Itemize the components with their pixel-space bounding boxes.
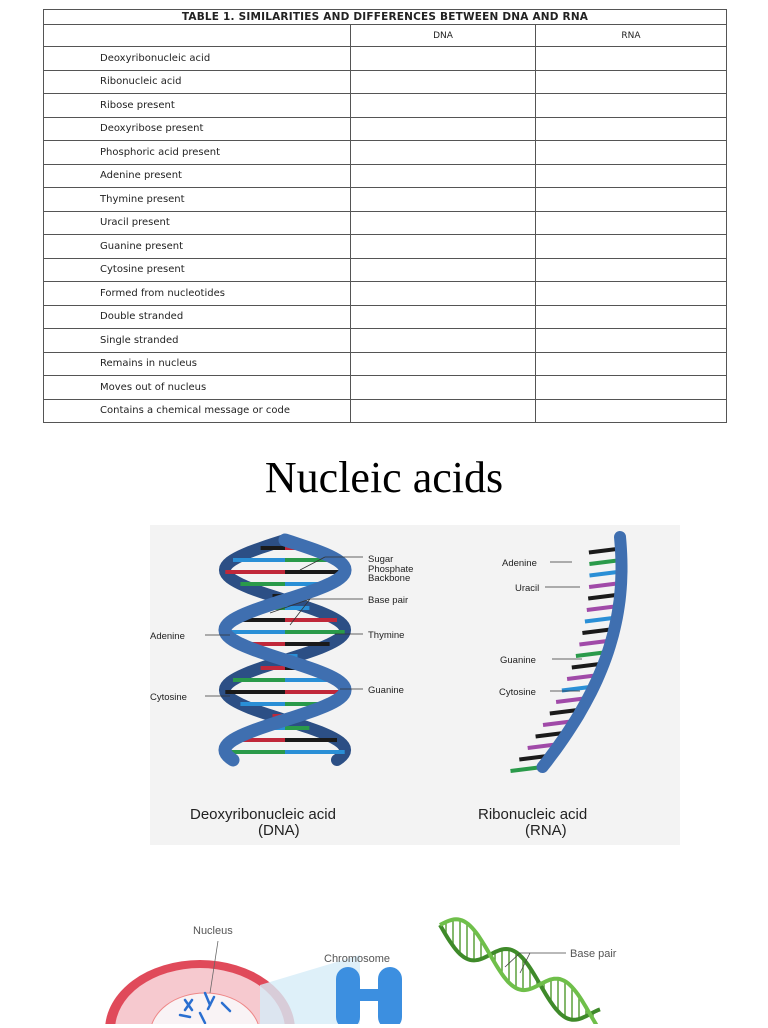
rna-single-strand — [511, 537, 622, 771]
dna-backbone-label-phosphate: Phosphate — [368, 564, 414, 575]
dna-backbone-label-sugar: Sugar — [368, 554, 394, 565]
dna-answer-cell[interactable] — [351, 258, 536, 282]
rna-answer-cell[interactable] — [536, 47, 727, 71]
dna-caption-line1: Deoxyribonucleic acid — [190, 806, 336, 823]
dna-backbone-label-backbone: Backbone — [368, 573, 411, 584]
table-row — [44, 141, 727, 165]
table-row — [44, 94, 727, 118]
dna-rna-comparison-table — [43, 9, 726, 423]
dna-answer-cell[interactable] — [351, 117, 536, 141]
table-row — [44, 305, 727, 329]
row-label: Moves out of nucleus — [44, 376, 351, 400]
dna-answer-cell[interactable] — [351, 329, 536, 353]
rna-answer-cell[interactable] — [536, 258, 727, 282]
rna-adenine-label: Adenine — [502, 558, 537, 569]
dna-answer-cell[interactable] — [351, 376, 536, 400]
rna-answer-cell[interactable] — [536, 329, 727, 353]
row-label: Uracil present — [44, 211, 351, 235]
centromere — [356, 989, 382, 1001]
rna-answer-cell[interactable] — [536, 399, 727, 423]
row-label: Remains in nucleus — [44, 352, 351, 376]
rna-answer-cell[interactable] — [536, 164, 727, 188]
nucleus-label: Nucleus — [193, 925, 233, 937]
column-header-rna: RNA — [536, 25, 727, 47]
dna-caption-line2: (DNA) — [258, 822, 300, 839]
rna-answer-cell[interactable] — [536, 188, 727, 212]
green-strand — [440, 919, 600, 1024]
dna-rna-illustration — [150, 525, 680, 845]
table-row — [44, 258, 727, 282]
row-label: Ribose present — [44, 94, 351, 118]
table-row — [44, 352, 727, 376]
rna-cytosine-label: Cytosine — [499, 687, 536, 698]
rna-answer-cell[interactable] — [536, 305, 727, 329]
row-label: Single stranded — [44, 329, 351, 353]
column-header-dna: DNA — [351, 25, 536, 47]
row-label: Thymine present — [44, 188, 351, 212]
dna-answer-cell[interactable] — [351, 305, 536, 329]
rna-answer-cell[interactable] — [536, 94, 727, 118]
rna-guanine-label: Guanine — [500, 655, 536, 666]
base-pair-label: Base pair — [570, 948, 617, 960]
dna-answer-cell[interactable] — [351, 164, 536, 188]
rna-caption-line1: Ribonucleic acid — [478, 806, 588, 823]
dna-answer-cell[interactable] — [351, 399, 536, 423]
row-label: Deoxyribonucleic acid — [44, 47, 351, 71]
cell-to-dna-illustration — [0, 905, 768, 1024]
row-label: Contains a chemical message or code — [44, 399, 351, 423]
dna-answer-cell[interactable] — [351, 235, 536, 259]
rna-answer-cell[interactable] — [536, 141, 727, 165]
rna-answer-cell[interactable] — [536, 376, 727, 400]
dna-guanine-label: Guanine — [368, 685, 404, 696]
table-row — [44, 47, 727, 71]
chromosome-illustration — [0, 905, 768, 1024]
rna-answer-cell[interactable] — [536, 117, 727, 141]
dna-answer-cell[interactable] — [351, 352, 536, 376]
dna-cytosine-label: Cytosine — [150, 692, 187, 703]
table-row — [44, 282, 727, 306]
dna-base-pair-label: Base pair — [368, 595, 409, 606]
dna-answer-cell[interactable] — [351, 211, 536, 235]
row-label: Guanine present — [44, 235, 351, 259]
row-label: Formed from nucleotides — [44, 282, 351, 306]
comparison-table — [43, 9, 727, 423]
row-label: Double stranded — [44, 305, 351, 329]
dna-answer-cell[interactable] — [351, 47, 536, 71]
dna-adenine-label: Adenine — [150, 631, 185, 642]
chromosome-label: Chromosome — [324, 953, 391, 965]
rna-caption-line2: (RNA) — [525, 822, 567, 839]
rna-uracil-label: Uracil — [515, 583, 540, 594]
dna-double-helix — [225, 540, 345, 760]
rna-answer-cell[interactable] — [536, 352, 727, 376]
dna-rna-figure — [150, 525, 680, 845]
rna-answer-cell[interactable] — [536, 211, 727, 235]
rna-answer-cell[interactable] — [536, 235, 727, 259]
table-row — [44, 188, 727, 212]
base-pair-callout — [505, 948, 617, 973]
row-label: Deoxyribose present — [44, 117, 351, 141]
table-row — [44, 235, 727, 259]
rna-answer-cell[interactable] — [536, 282, 727, 306]
row-label: Phosphoric acid present — [44, 141, 351, 165]
table-row — [44, 376, 727, 400]
table-row — [44, 211, 727, 235]
table-title: TABLE 1. SIMILARITIES AND DIFFERENCES BETWEEN DNA AND RNA — [44, 10, 727, 25]
rna-answer-cell[interactable] — [536, 70, 727, 94]
dna-answer-cell[interactable] — [351, 94, 536, 118]
page-heading: Nucleic acids — [264, 453, 504, 502]
row-label: Ribonucleic acid — [44, 70, 351, 94]
table-row — [44, 70, 727, 94]
dna-answer-cell[interactable] — [351, 282, 536, 306]
column-header-property — [44, 25, 351, 47]
green-dna-helix — [440, 919, 600, 1024]
row-label: Cytosine present — [44, 258, 351, 282]
dna-answer-cell[interactable] — [351, 141, 536, 165]
dna-answer-cell[interactable] — [351, 188, 536, 212]
table-row — [44, 164, 727, 188]
table-row — [44, 329, 727, 353]
row-label: Adenine present — [44, 164, 351, 188]
table-row — [44, 399, 727, 423]
dna-thymine-label: Thymine — [368, 630, 405, 641]
table-row — [44, 117, 727, 141]
dna-answer-cell[interactable] — [351, 70, 536, 94]
